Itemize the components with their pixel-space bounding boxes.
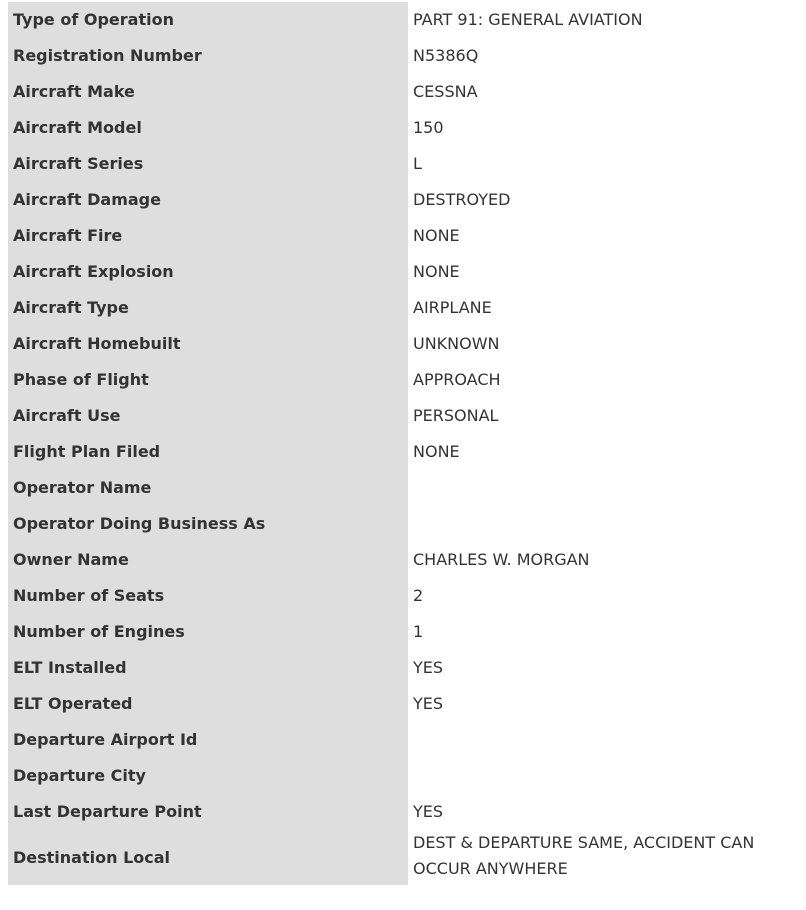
field-value: YES xyxy=(408,794,798,830)
table-row xyxy=(8,74,798,110)
field-label: Flight Plan Filed xyxy=(8,434,408,470)
field-value xyxy=(408,470,798,506)
field-label: Number of Seats xyxy=(8,578,408,614)
table-row xyxy=(8,686,798,722)
table-row xyxy=(8,110,798,146)
field-label: Number of Engines xyxy=(8,614,408,650)
aircraft-record-table xyxy=(8,2,798,885)
field-label: Aircraft Damage xyxy=(8,182,408,218)
table-row xyxy=(8,434,798,470)
field-value: UNKNOWN xyxy=(408,326,798,362)
field-value: PART 91: GENERAL AVIATION xyxy=(408,2,798,38)
table-row xyxy=(8,362,798,398)
field-label: Last Departure Point xyxy=(8,794,408,830)
field-label: Aircraft Use xyxy=(8,398,408,434)
field-label: Aircraft Explosion xyxy=(8,254,408,290)
table-row xyxy=(8,290,798,326)
table-row xyxy=(8,470,798,506)
table-row xyxy=(8,506,798,542)
field-label: Operator Name xyxy=(8,470,408,506)
field-value: NONE xyxy=(408,254,798,290)
field-label: Departure Airport Id xyxy=(8,722,408,758)
field-label: Aircraft Fire xyxy=(8,218,408,254)
field-label: Aircraft Homebuilt xyxy=(8,326,408,362)
table-row xyxy=(8,326,798,362)
field-value: DEST & DEPARTURE SAME, ACCIDENT CAN OCCUR ANYWHERE xyxy=(408,830,798,885)
field-value: CHARLES W. MORGAN xyxy=(408,542,798,578)
table-row xyxy=(8,758,798,794)
table-row xyxy=(8,182,798,218)
field-value: AIRPLANE xyxy=(408,290,798,326)
field-value: 1 xyxy=(408,614,798,650)
field-value xyxy=(408,758,798,794)
field-label: ELT Operated xyxy=(8,686,408,722)
table-row xyxy=(8,146,798,182)
field-value xyxy=(408,506,798,542)
field-label: Operator Doing Business As xyxy=(8,506,408,542)
table-row xyxy=(8,542,798,578)
field-value: DESTROYED xyxy=(408,182,798,218)
field-label: Owner Name xyxy=(8,542,408,578)
field-value: CESSNA xyxy=(408,74,798,110)
table-row xyxy=(8,830,798,885)
field-value: YES xyxy=(408,650,798,686)
table-row xyxy=(8,38,798,74)
table-row xyxy=(8,650,798,686)
field-value: NONE xyxy=(408,434,798,470)
field-value: YES xyxy=(408,686,798,722)
table-row xyxy=(8,614,798,650)
field-value: N5386Q xyxy=(408,38,798,74)
field-label: Phase of Flight xyxy=(8,362,408,398)
table-row xyxy=(8,794,798,830)
field-value: 150 xyxy=(408,110,798,146)
field-label: Aircraft Series xyxy=(8,146,408,182)
table-row xyxy=(8,722,798,758)
field-value xyxy=(408,722,798,758)
field-value: NONE xyxy=(408,218,798,254)
field-label: Destination Local xyxy=(8,830,408,885)
field-label: Aircraft Type xyxy=(8,290,408,326)
table-row xyxy=(8,254,798,290)
table-row xyxy=(8,2,798,38)
field-value: PERSONAL xyxy=(408,398,798,434)
field-label: ELT Installed xyxy=(8,650,408,686)
field-value: L xyxy=(408,146,798,182)
field-label: Aircraft Model xyxy=(8,110,408,146)
field-label: Registration Number xyxy=(8,38,408,74)
field-label: Aircraft Make xyxy=(8,74,408,110)
table-row xyxy=(8,398,798,434)
field-label: Type of Operation xyxy=(8,2,408,38)
table-row xyxy=(8,218,798,254)
field-value: APPROACH xyxy=(408,362,798,398)
field-label: Departure City xyxy=(8,758,408,794)
field-value: 2 xyxy=(408,578,798,614)
table-row xyxy=(8,578,798,614)
